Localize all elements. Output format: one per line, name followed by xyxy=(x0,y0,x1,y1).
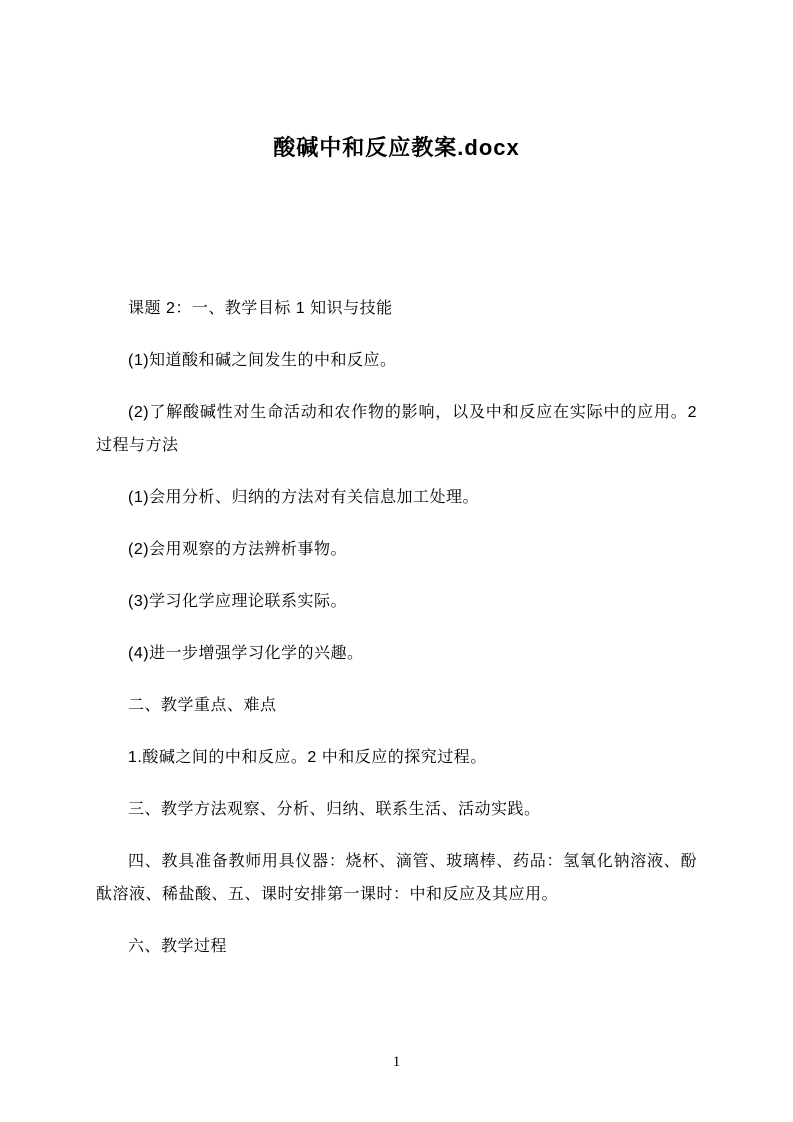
paragraph-method-4: (4)进一步增强学习化学的兴趣。 xyxy=(128,645,364,662)
paragraph-teaching-aids: 四、教具准备教师用具仪器：烧杯、滴管、玻璃棒、药品：氢氧化钠溶液、酚酞溶液、稀盐酸、五、课时安排第一课时：中和反应及其应用。 xyxy=(96,853,697,903)
paragraph-method-1: (1)会用分析、归纳的方法对有关信息加工处理。 xyxy=(128,489,480,506)
document-body xyxy=(96,292,697,963)
paragraph-method-2: (2)会用观察的方法辨析事物。 xyxy=(128,541,348,558)
paragraph-method-3: (3)学习化学应理论联系实际。 xyxy=(128,593,348,610)
paragraph-knowledge-1: (1)知道酸和碱之间发生的中和反应。 xyxy=(128,352,397,369)
document-title: 酸碱中和反应教案.docx xyxy=(273,135,520,160)
paragraph-lesson-topic: 课题 2：一、教学目标 1 知识与技能 xyxy=(128,300,393,317)
page-number: 1 xyxy=(392,1054,401,1070)
paragraph-key-points-heading: 二、教学重点、难点 xyxy=(128,697,277,714)
paragraph-teaching-process-heading: 六、教学过程 xyxy=(128,938,228,955)
paragraph-knowledge-2: (2)了解酸碱性对生命活动和农作物的影响，以及中和反应在实际中的应用。2 过程与方法 xyxy=(96,404,697,454)
paragraph-teaching-methods: 三、教学方法观察、分析、归纳、联系生活、活动实践。 xyxy=(128,801,541,818)
paragraph-key-points: 1.酸碱之间的中和反应。2 中和反应的探究过程。 xyxy=(128,749,487,766)
